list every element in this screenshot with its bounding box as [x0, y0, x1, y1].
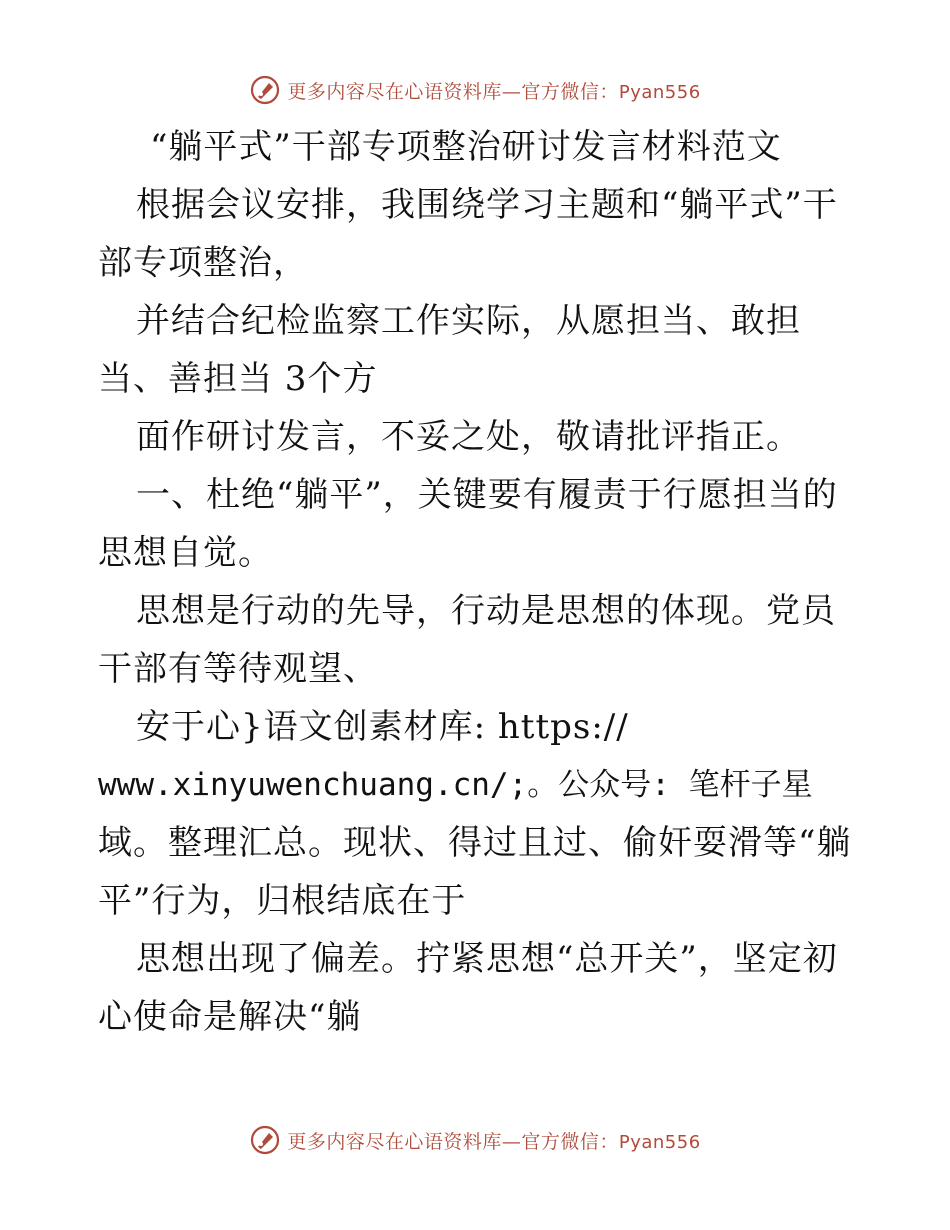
header-brand: 更多内容尽在心语资料库: [287, 80, 502, 103]
paragraph-line: 根据会议安排，我围绕学习主题和“躺平式”干部专项整治，: [98, 185, 838, 283]
header-separator: —: [501, 80, 522, 103]
paragraph-line: 思想出现了偏差。拧紧思想“总开关”，坚定初心使命是解决“躺: [98, 939, 838, 1037]
footer-brand: 更多内容尽在心语资料库: [287, 1130, 502, 1153]
paragraph-line: 并结合纪检监察工作实际，从愿担当、敢担当、善担当 3个方: [98, 301, 801, 399]
paragraph-line: 思想是行动的先导，行动是思想的体现。党员干部有等待观望、: [98, 591, 836, 689]
paragraph-line: 安于心}语文创素材库: https://: [136, 707, 629, 747]
paragraph-line: 域。整理汇总。现状、得过且过、偷奸耍滑等“躺平”行为，归根结底在于: [98, 823, 852, 921]
document-body: [98, 118, 858, 1046]
document-title: “躺平式”干部专项整治研讨发言材料范文: [150, 127, 782, 167]
footer-text: [287, 1127, 700, 1154]
header-banner: [0, 70, 950, 110]
footer-banner: [0, 1120, 950, 1160]
footer-label: 官方微信：: [521, 1130, 619, 1153]
header-label: 官方微信：: [521, 80, 619, 103]
footer-handle: Pyan556: [618, 1131, 701, 1153]
paragraph-line: 面作研讨发言，不妥之处，敬请批评指正。: [136, 417, 801, 457]
header-handle: Pyan556: [618, 81, 701, 103]
header-text: [287, 77, 700, 104]
footer-separator: —: [501, 1130, 522, 1153]
pen-nib-logo-icon: [249, 1124, 281, 1156]
pen-nib-logo-icon: [249, 74, 281, 106]
section-heading: 一、杜绝“躺平”，关键要有履责于行愿担当的思想自觉。: [98, 475, 838, 573]
paragraph-line-url: www.xinyuwenchuang.cn/;。公众号: 笔杆子星: [98, 767, 813, 803]
